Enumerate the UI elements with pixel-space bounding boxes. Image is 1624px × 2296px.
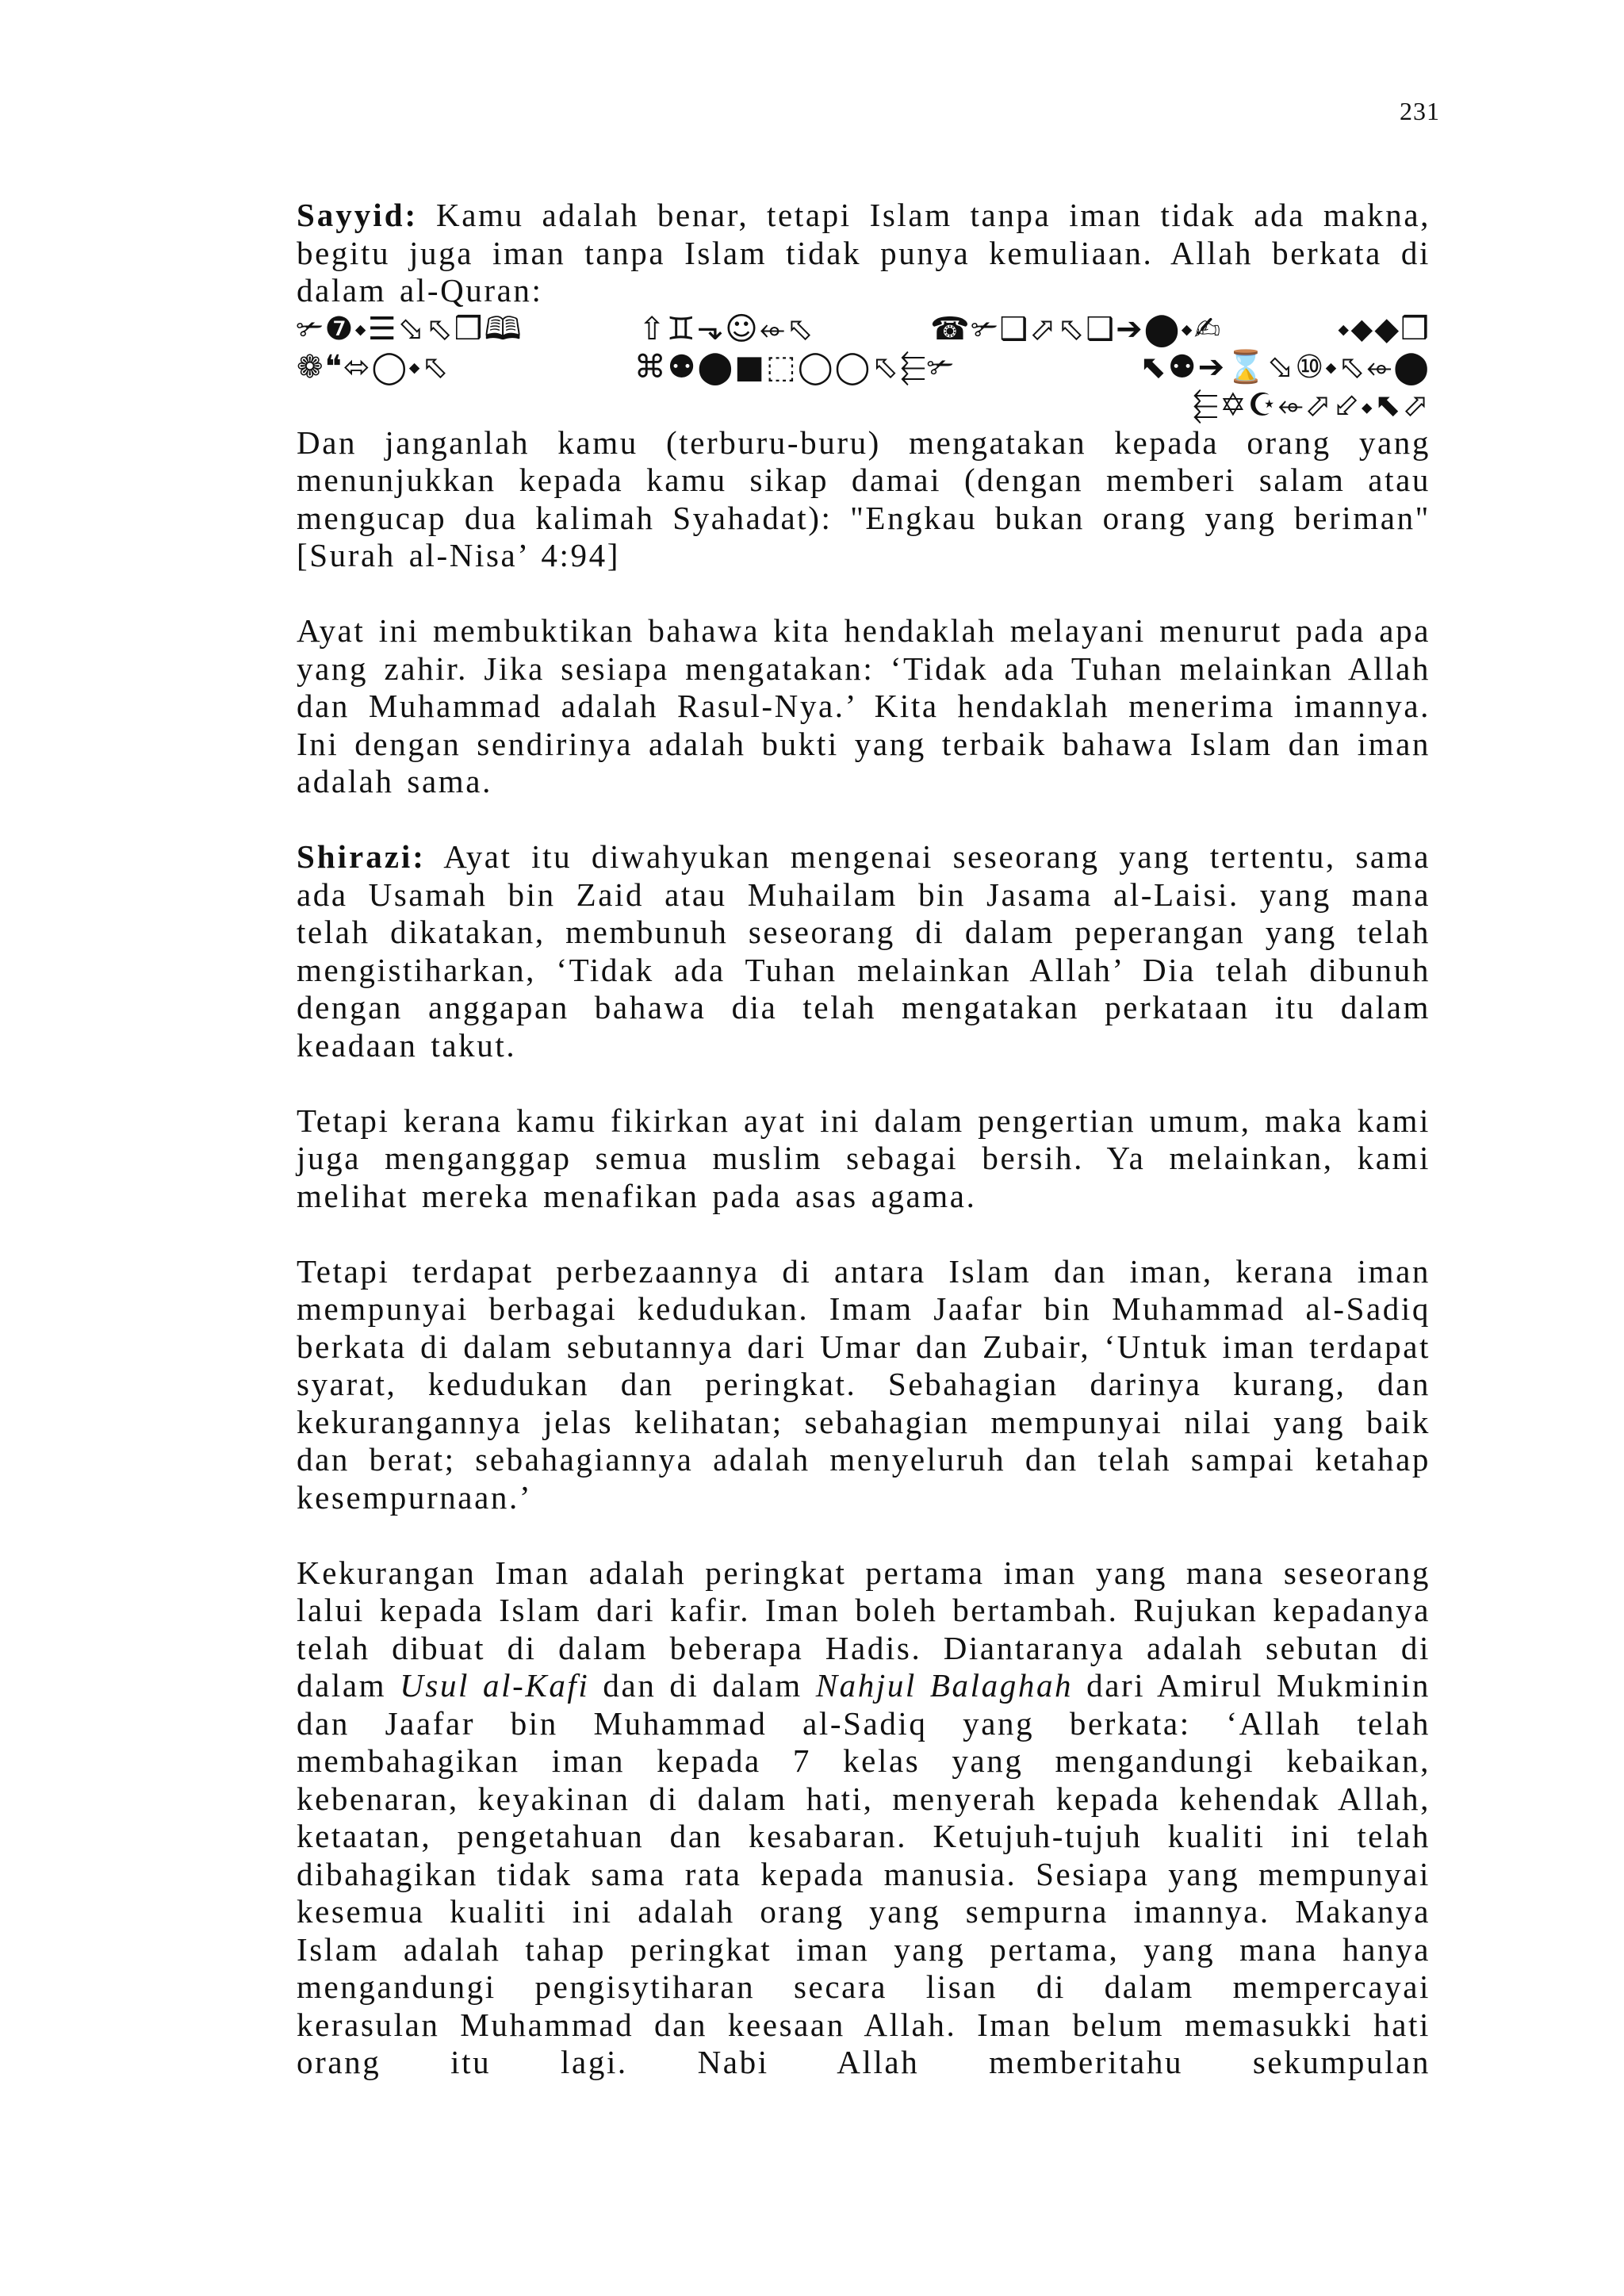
quran-verse-glyphs (297, 310, 1431, 424)
quran-glyph-row-3 (297, 386, 1431, 424)
paragraph-tetapi-1: Tetapi kerana kamu fikirkan ayat ini dalam pengertian umum, maka kami juga menganggap semua muslim sebagai bersih. Ya melainkan, kami melihat mereka menafikan pada asas agama. (297, 1102, 1431, 1214)
page-number: 231 (1400, 97, 1440, 125)
glyph-word: ⇧♊⬎☺⬰⬁ (638, 310, 815, 347)
glyph-word: ⬉⚉➔⌛⬂⑩⬩⬁⬰⬤ (1139, 348, 1431, 385)
quran-glyph-row-1 (297, 310, 1431, 348)
book-title-usul-al-kafi: Usul al-Kafi (400, 1667, 590, 1704)
page-body (297, 197, 1431, 2119)
kekurangan-text-1: Kekurangan Iman adalah peringkat pertama iman yang mana seseorang lalui kepada Islam dari kafir. Iman boleh bertambah. Rujukan kepadanya telah dibuat di dalam beberapa Hadis. Diantaranya adalah sebutan di dalam (297, 1554, 1431, 1704)
shirazi-text: Ayat itu diwahyukan mengenai seseorang yang tertentu, sama ada Usamah bin Zaid atau Muhailam bin Jasama al-Laisi. yang mana telah dikatakan, membunuh seseorang di dalam peperangan yang telah mengistiharkan, ‘Tidak ada Tuhan melainkan Allah’ Dia telah dibunuh dengan anggapan bahawa dia telah mengatakan perkataan itu dalam keadaan takut. (297, 838, 1431, 1064)
kekurangan-text-2: dan di dalam (589, 1667, 816, 1704)
book-title-nahjul-balaghah: Nahjul Balaghah (815, 1667, 1074, 1704)
quran-glyph-row-2 (297, 348, 1431, 386)
speaker-label-shirazi: Shirazi: (297, 838, 426, 875)
kekurangan-text-3: dari Amirul Mukminin dan Jaafar bin Muhammad al-Sadiq yang berkata: ‘Allah telah membahagikan iman kepada 7 kelas yang mengandungi kebaikan, kebenaran, keyakinan di dalam hati, menyerah kepada kehendak Allah, ketaatan, pengetahuan dan kesabaran. Ketujuh-tujuh kualiti ini telah dibahagikan tidak sama rata kepada manusia. Sesiapa yang mempunyai kesemua kualiti ini adalah orang yang sempurna imannya. Makanya Islam adalah tahap peringkat iman yang pertama, yang mana hanya mengandungi pengisytiharan secara lisan di dalam mempercayai kerasulan Muhammad dan keesaan Allah. Iman belum memasukki hati orang itu lagi. Nabi Allah memberitahu sekumpulan (297, 1667, 1431, 2080)
glyph-word: ⬱✡☪⬰⬀⬃⬩⬉⬀ (1192, 386, 1431, 424)
paragraph-ayat: Ayat ini membuktikan bahawa kita hendaklah melayani menurut pada apa yang zahir. Jika sesiapa mengatakan: ‘Tidak ada Tuhan melainkan Allah dan Muhammad adalah Rasul-Nya.’ Kita hendaklah menerima imannya. Ini dengan sendirinya adalah bukti yang terbaik bahawa Islam dan iman adalah sama. (297, 612, 1431, 799)
speaker-label-sayyid: Sayyid: (297, 197, 419, 233)
paragraph-shirazi (297, 838, 1431, 1064)
sayyid-text: Kamu adalah benar, tetapi Islam tanpa iman tidak ada makna, begitu juga iman tanpa Islam tidak punya kemuliaan. Allah berkata di dalam al-Quran: (297, 197, 1431, 309)
glyph-word: ⌘⚉⬤■⬚◯◯⬁⬱✃ (634, 348, 956, 385)
paragraph-tetapi-2: Tetapi terdapat perbezaannya di antara Islam dan iman, kerana iman mempunyai berbagai kedudukan. Imam Jaafar bin Muhammad al-Sadiq berkata di dalam sebutannya dari Umar dan Zubair, ‘Untuk iman terdapat syarat, kedudukan dan peringkat. Sebahagian darinya kurang, dan kekurangannya jelas kelihatan; sebahagian mempunyai nilai yang baik dan berat; sebahagiannya adalah menyeluruh dan telah sampai ketahap kesempurnaan.’ (297, 1252, 1431, 1516)
paragraph-sayyid (297, 197, 1431, 310)
paragraph-translation: Dan janganlah kamu (terburu-buru) mengatakan kepada orang yang menunjukkan kepada kamu sikap damai (dengan memberi salam atau mengucap dua kalimah Syahadat): "Engkau bukan orang yang beriman" [Surah al-Nisa’ 4:94] (297, 424, 1431, 573)
glyph-word: ✃❼⬩☰⬂⬁❒🕮 (297, 310, 523, 347)
glyph-word: ❁❝⬄◯⬩⬁ (297, 348, 450, 385)
glyph-word: ⬩⬥◆❒ (1337, 310, 1431, 347)
paragraph-kekurangan (297, 1554, 1431, 2082)
glyph-word: ☎✃❑⬀⬁❑➔⬤⬩✍ (930, 310, 1223, 347)
